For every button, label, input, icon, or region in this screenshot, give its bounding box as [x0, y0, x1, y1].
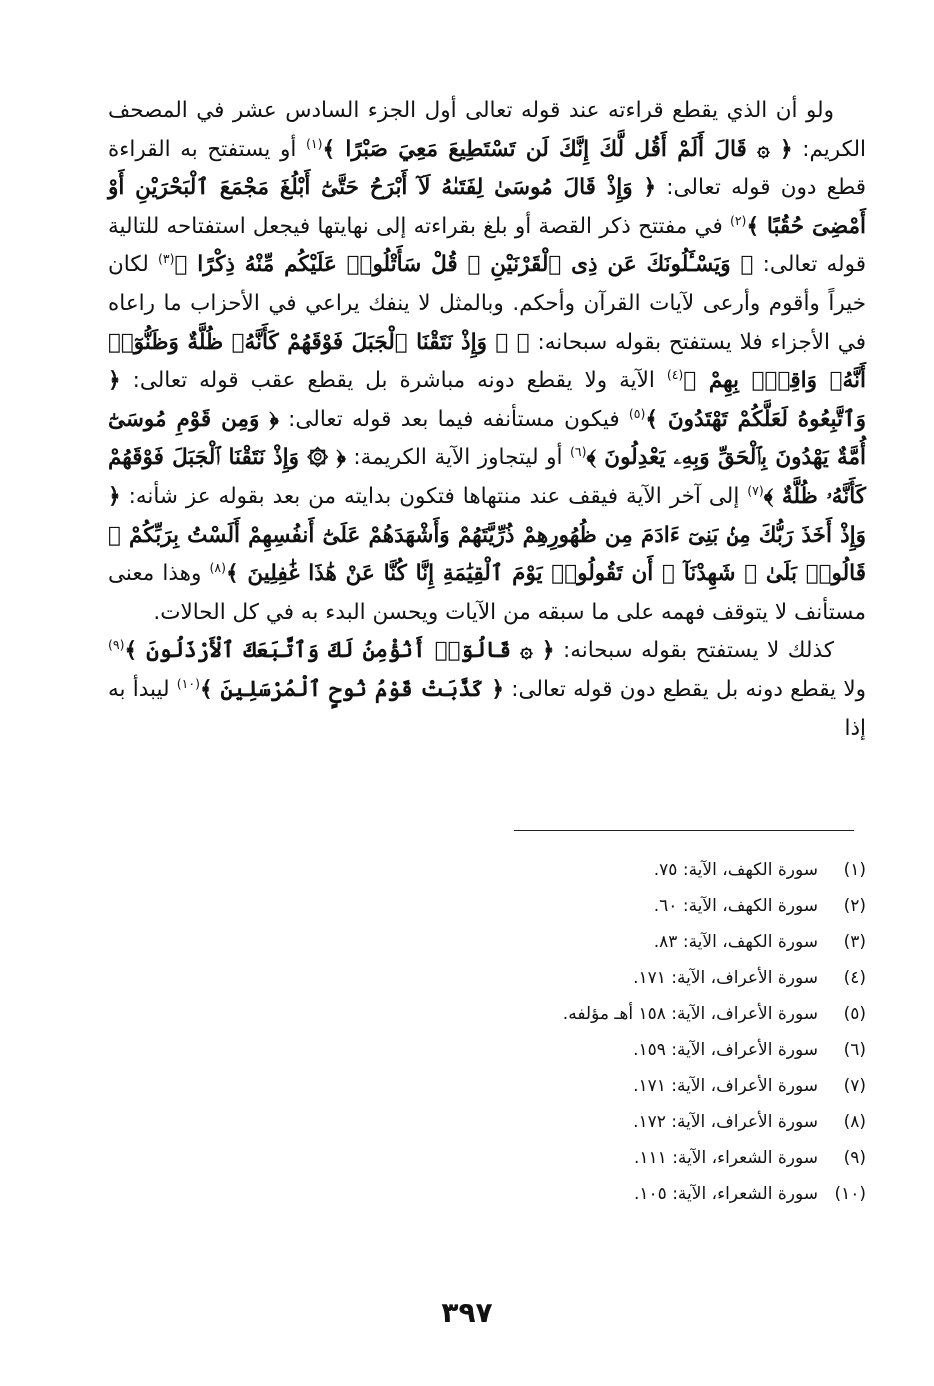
- footnote-item: [346, 924, 866, 960]
- footnote-number: (٧): [843, 1076, 866, 1096]
- footnote-ref[interactable]: (٧): [747, 482, 764, 498]
- footnote-number: (٤): [843, 968, 866, 988]
- footnote-text: سورة الكهف، الآية: ٧٥.: [653, 860, 818, 880]
- paragraph-2: [108, 632, 866, 748]
- quran-verse: ﴿ ۞ قَالَ أَلَمْ أَقُل لَّكَ إِنَّكَ لَن تَسْتَطِيعَ مَعِيَ صَبْرًا ﴾: [322, 136, 793, 162]
- quran-verse: ﴿ وَٱتَّبِعُوهُ لَعَلَّكُمْ تَهْتَدُونَ ﴾: [108, 368, 867, 432]
- footnote-text: سورة الكهف، الآية: ٦٠.: [653, 896, 818, 916]
- footnote-number: (١): [843, 860, 866, 880]
- text-run: وهذا معنى مستأنف لا يتوقف فهمه على ما سبقه من الآيات ويحسن البدء به في كل الحالات.: [108, 561, 866, 625]
- footnote-text: سورة الأعراف، الآية: ١٧١.: [633, 968, 818, 988]
- text-run: ولا يقطع دونه بل يقطع دون قوله تعالى:: [504, 676, 866, 702]
- footnote-ref[interactable]: (٥): [628, 405, 646, 421]
- footnote-text: سورة الأعراف، الآية: ١٥٩.: [633, 1040, 818, 1060]
- quran-verse: ﴿ وَمِن قَوْمِ مُوسَىٰٓ أُمَّةٌ يَهْدُونَ بِٱلْحَقِّ وَبِهِۦ يَعْدِلُونَ ﴾: [108, 406, 866, 471]
- footnote-item: [346, 888, 866, 924]
- footnote-number: (٥): [843, 1004, 866, 1024]
- quran-verse: ﴿ ۞ وَإِذْ نَتَقْنَا ٱلْجَبَلَ فَوْقَهُمْ كَأَنَّهُۥ ظُلَّةٌ وَظَنُّوٓا۟ أَنَّهُۥ وَاقِعٌۢ بِهِمْ ﴾: [108, 329, 866, 394]
- text-run: لكان خيراً وأقوم وأرعى لآيات القرآن وأحكم. وبالمثل لا ينفك يراعي في الأحزاب ما راعاه في الأجزاء فلا يستفتح بقوله سبحانه:: [108, 252, 867, 355]
- text-run: أو يستفتح به القراءة قطع دون قوله تعالى:: [108, 136, 866, 201]
- footnote-separator: [514, 830, 854, 831]
- text-run: الآية ولا يقطع دونه مباشرة بل يقطع عقب قوله تعالى:: [120, 368, 667, 394]
- footnote-number: (٨): [843, 1112, 866, 1132]
- footnote-ref[interactable]: (٤): [666, 367, 684, 382]
- footnote-text: سورة الشعراء، الآية: ١٠٥.: [633, 1184, 818, 1204]
- text-run: في مفتتح ذكر القصة أو بلغ بقراءته إلى نهايتها فيجعل استفتاحه للتالية قوله تعالى:: [108, 213, 866, 278]
- footnote-item: [346, 852, 866, 888]
- text-run: أو ليتجاوز الآية الكريمة:: [345, 445, 571, 471]
- footnote-ref[interactable]: (٦): [570, 444, 587, 460]
- text-run: إلى آخر الآية فيقف عند منتهاها فتكون بدايته من بعد بقوله عز شأنه:: [120, 483, 748, 509]
- footnote-number: (٣): [843, 932, 866, 952]
- text-run: فيكون مستأنفه فيما بعد قوله تعالى:: [278, 406, 629, 432]
- footnote-ref[interactable]: (٣): [157, 251, 175, 267]
- footnote-text: سورة الأعراف، الآية: ١٧١.: [633, 1076, 818, 1096]
- quran-verse: ﴿ كَذَّبَتْ قَوْمُ نُوحٍ ٱلْمُرْسَلِينَ ﴾: [200, 676, 504, 702]
- footnote-number: (٦): [843, 1040, 866, 1060]
- footnotes-list: [346, 852, 866, 1212]
- footnote-number: (٢): [843, 896, 866, 916]
- footnote-item: [346, 1104, 866, 1140]
- footnote-number: (١٠): [834, 1184, 866, 1204]
- main-text: [108, 92, 866, 748]
- page-number: ٣٩٧: [441, 1296, 493, 1329]
- quran-verse: ﴿ وَإِذْ أَخَذَ رَبُّكَ مِنۢ بَنِىٓ ءَادَمَ مِن ظُهُورِهِمْ ذُرِّيَّتَهُمْ وَأَشْهَدَهُمْ عَلَىٰٓ أَنفُسِهِمْ أَلَسْتُ بِرَبِّكُمْ ۖ قَالُوا۟ بَلَىٰ ۛ شَهِدْنَآ ۛ أَن تَقُولُوا۟ يَوْمَ ٱلْقِيَٰمَةِ إِنَّا كُنَّا عَنْ هَٰذَا غَٰفِلِينَ ﴾: [108, 483, 866, 587]
- quran-verse: ﴿ وَإِذْ قَالَ مُوسَىٰ لِفَتَىٰهُ لَآ أَبْرَحُ حَتَّىٰٓ أَبْلُغَ مَجْمَعَ ٱلْبَحْرَيْنِ أَوْ أَمْضِىَ حُقُبًا ﴾: [108, 175, 866, 239]
- footnote-item: [346, 1068, 866, 1104]
- footnote-number: (٩): [843, 1148, 866, 1168]
- footnote-text: سورة الكهف، الآية: ٨٣.: [653, 932, 818, 952]
- quran-verse: ﴿ ۞ وَإِذْ نَتَقْنَا ٱلْجَبَلَ فَوْقَهُمْ كَأَنَّهُۥ ظُلَّةٌ ﴾: [108, 445, 866, 509]
- text-run: ولو أن الذي يقطع قراءته عند قوله تعالى أول الجزء السادس عشر في المصحف الكريم:: [108, 98, 867, 162]
- footnote-item: [346, 1140, 866, 1176]
- footnote-item: [346, 1176, 866, 1212]
- quran-verse: ﴿ ۞ قَالُوٓا۟ أَنُؤْمِنُ لَكَ وَٱتَّبَعَكَ ٱلْأَرْذَلُونَ ﴾: [124, 638, 555, 664]
- paragraph-1: [108, 92, 866, 632]
- quran-verse: ﴿ وَيَسْـَٔلُونَكَ عَن ذِى ٱلْقَرْنَيْنِ ۖ قُلْ سَأَتْلُوا۟ عَلَيْكُم مِّنْهُ ذِكْرًا ﴾: [174, 252, 754, 278]
- footnote-text: سورة الأعراف، الآية: ١٧٢.: [633, 1112, 818, 1132]
- footnote-text: سورة الأعراف، الآية: ١٥٨ أهـ مؤلفه.: [562, 1004, 818, 1024]
- footnote-ref[interactable]: (٩): [108, 637, 125, 653]
- text-run: كذلك لا يستفتح بقوله سبحانه:: [554, 638, 834, 664]
- footnote-item: [346, 1032, 866, 1068]
- footnote-ref[interactable]: (١٠): [176, 675, 200, 691]
- text-run: ليبدأ به إذا: [108, 676, 866, 741]
- footnote-item: [346, 960, 866, 996]
- footnote-text: سورة الشعراء، الآية: ١١١.: [633, 1148, 818, 1168]
- footnote-item: [346, 996, 866, 1032]
- footnote-ref[interactable]: (٢): [729, 212, 747, 228]
- footnote-ref[interactable]: (١): [305, 135, 323, 151]
- footnote-ref[interactable]: (٨): [209, 559, 227, 575]
